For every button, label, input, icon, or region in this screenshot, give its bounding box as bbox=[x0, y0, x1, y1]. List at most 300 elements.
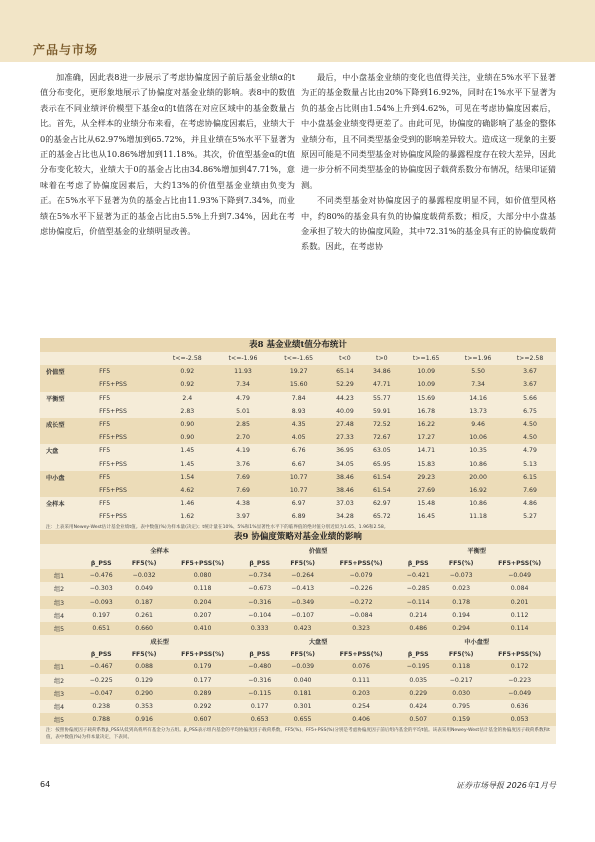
table8-header-cell: t<0 bbox=[339, 355, 351, 363]
table9-bottom-subheader-cell: FF5(%) bbox=[448, 650, 474, 658]
journal-name: 证券市场导报 2026年1月号 bbox=[456, 781, 556, 790]
table8-category-cell bbox=[40, 458, 85, 471]
table9-top-value-cell: 0.023 bbox=[452, 585, 471, 593]
table9-bottom-value-cell: 0.035 bbox=[409, 676, 428, 684]
table8-category-cell: 成长型 bbox=[40, 418, 85, 431]
table9-bottom-value-cell: 0.088 bbox=[122, 660, 166, 673]
table8-value-cell: 5.50 bbox=[452, 365, 504, 378]
table9-bottom-subheader-row bbox=[40, 648, 556, 660]
table9-bottom-value-cell: 0.424 bbox=[409, 702, 428, 710]
table9-top-group-spacer bbox=[40, 544, 80, 557]
table-row bbox=[40, 392, 556, 405]
table-row bbox=[40, 471, 556, 484]
body-text bbox=[40, 70, 556, 255]
table9-bottom-value-cell: −0.467 bbox=[80, 660, 122, 673]
table9-top-row-label: 组5 bbox=[40, 622, 80, 635]
table8-value-cell: 3.67 bbox=[504, 365, 556, 378]
table9-top-value-cell: 0.112 bbox=[510, 611, 529, 619]
table8-header-cell: t<=-1.96 bbox=[228, 355, 258, 363]
table9-top-value-cell: −0.107 bbox=[291, 611, 315, 619]
table8 bbox=[40, 338, 556, 535]
table8-header-row bbox=[40, 352, 556, 365]
table9-bottom-value-cell: 0.653 bbox=[239, 713, 281, 726]
table9-bottom-value-cell: 0.289 bbox=[166, 687, 239, 700]
table9-top-subheader-cell: β_PSS bbox=[249, 559, 271, 567]
table9-bottom-value-cell: −0.115 bbox=[239, 687, 281, 700]
table-row bbox=[40, 674, 556, 687]
table9-top-value-cell: −0.032 bbox=[122, 569, 166, 582]
table9-top-row-label: 组1 bbox=[40, 569, 80, 582]
table8-model-cell: FF5+PSS bbox=[99, 513, 127, 521]
table8-value-cell: 4.38 bbox=[236, 500, 250, 508]
table8-value-cell: 59.91 bbox=[372, 407, 391, 415]
table-row bbox=[40, 569, 556, 582]
table8-grid bbox=[40, 352, 556, 523]
table8-value-cell: 10.09 bbox=[400, 378, 452, 391]
table9-top-value-cell: 0.261 bbox=[135, 611, 153, 619]
table8-value-cell: 20.00 bbox=[452, 471, 504, 484]
table9-bottom-value-cell: 0.118 bbox=[439, 660, 483, 673]
table8-value-cell: 62.97 bbox=[372, 500, 391, 508]
table9-top-value-cell: 0.118 bbox=[193, 585, 212, 593]
table8-header-cell: t<=-1.65 bbox=[284, 355, 314, 363]
table9-bottom-value-cell: 0.177 bbox=[250, 702, 269, 710]
table8-value-cell: 6.89 bbox=[291, 513, 306, 521]
table9-top-subheader-cell: FF5+PSS(%) bbox=[339, 559, 383, 567]
table8-value-cell: 1.45 bbox=[180, 447, 195, 455]
table9-bottom-value-cell: 0.353 bbox=[135, 702, 153, 710]
table8-value-cell: 4.86 bbox=[523, 500, 537, 508]
table9-bottom-value-cell: 0.607 bbox=[166, 713, 239, 726]
table8-value-cell: 4.19 bbox=[236, 447, 250, 455]
table8-value-cell: 38.46 bbox=[327, 471, 364, 484]
table9-bottom-value-cell: −0.195 bbox=[397, 660, 439, 673]
table8-value-cell: 15.60 bbox=[271, 378, 327, 391]
table8-value-cell: 3.67 bbox=[504, 378, 556, 391]
table8-value-cell: 1.45 bbox=[180, 460, 195, 468]
table9-bottom-value-cell: −0.316 bbox=[248, 676, 272, 684]
table8-model-cell: FF5+PSS bbox=[99, 460, 127, 468]
table9-top-subheader-cell: FF5(%) bbox=[290, 559, 315, 567]
table8-value-cell: 7.69 bbox=[504, 484, 556, 497]
table8-value-cell: 19.27 bbox=[271, 365, 327, 378]
table9-bottom-subheader-spacer bbox=[40, 648, 80, 660]
table8-header-cell: t>=1.65 bbox=[412, 355, 440, 363]
table9-top-value-cell: −0.264 bbox=[281, 569, 325, 582]
table9-top-value-cell: 0.660 bbox=[122, 622, 166, 635]
table-row bbox=[40, 431, 556, 444]
table8-category-cell: 平衡型 bbox=[46, 395, 65, 403]
table9-bottom-subheader-cell: FF5+PSS(%) bbox=[181, 650, 225, 658]
table8-value-cell: 27.69 bbox=[400, 484, 452, 497]
table8-value-cell: 4.79 bbox=[523, 447, 537, 455]
table8-value-cell: 1.46 bbox=[180, 500, 195, 508]
table9-bottom-value-cell: −0.049 bbox=[483, 687, 556, 700]
table-row bbox=[40, 582, 556, 595]
table9-bottom-value-cell: 0.795 bbox=[452, 702, 471, 710]
right-column bbox=[301, 70, 556, 255]
table8-value-cell: 1.62 bbox=[180, 513, 195, 521]
section-title: 产品与市场 bbox=[33, 43, 99, 57]
table9-bottom-group-header: 成长型 bbox=[150, 639, 169, 647]
table9-top-value-cell: −0.073 bbox=[439, 569, 483, 582]
table9-bottom-group-row bbox=[40, 635, 556, 648]
table8-value-cell: 72.52 bbox=[363, 418, 400, 431]
table8-category-cell: 价值型 bbox=[40, 365, 85, 378]
table9-bottom-value-cell: 0.177 bbox=[193, 676, 212, 684]
table8-value-cell: 72.67 bbox=[363, 431, 400, 444]
table8-value-cell: 2.83 bbox=[180, 407, 195, 415]
table8-value-cell: 52.29 bbox=[327, 378, 364, 391]
table8-model-cell: FF5+PSS bbox=[85, 378, 159, 391]
table8-value-cell: 6.97 bbox=[291, 500, 306, 508]
table9-bottom-value-cell: −0.047 bbox=[80, 687, 122, 700]
table9-top-group-header: 平衡型 bbox=[467, 548, 486, 556]
table8-value-cell: 14.71 bbox=[417, 447, 436, 455]
table8-header-cell: t>0 bbox=[376, 355, 388, 363]
table9-bottom-row-label: 组5 bbox=[40, 713, 80, 726]
table8-value-cell: 0.92 bbox=[159, 365, 215, 378]
table9-top-value-cell: −0.349 bbox=[281, 596, 325, 609]
table8-value-cell: 4.62 bbox=[159, 484, 215, 497]
table8-value-cell: 15.48 bbox=[417, 500, 436, 508]
table9-top-subheader-cell: β_PSS bbox=[407, 559, 429, 567]
page-number: 64 bbox=[40, 780, 51, 789]
table9-top-value-cell: 0.207 bbox=[193, 611, 212, 619]
table8-value-cell: 6.76 bbox=[291, 447, 306, 455]
table8-value-cell: 5.13 bbox=[523, 460, 537, 468]
table9-top-subheader-cell: FF5(%) bbox=[131, 559, 157, 567]
table8-value-cell: 15.83 bbox=[417, 460, 436, 468]
table-row bbox=[40, 713, 556, 726]
table8-value-cell: 1.54 bbox=[159, 471, 215, 484]
table8-value-cell: 40.09 bbox=[336, 407, 354, 415]
table8-category-cell bbox=[40, 510, 85, 523]
table9-bottom-value-cell: 0.129 bbox=[135, 676, 153, 684]
table-row bbox=[40, 484, 556, 497]
table9-bottom-value-cell: 0.181 bbox=[281, 687, 325, 700]
table9-bottom-value-cell: 0.179 bbox=[166, 660, 239, 673]
table9-bottom-value-cell: 0.290 bbox=[122, 687, 166, 700]
table-row bbox=[40, 378, 556, 391]
table9-bottom-subheader-cell: FF5+PSS(%) bbox=[498, 650, 542, 658]
table8-value-cell: 6.67 bbox=[291, 460, 306, 468]
table-row bbox=[40, 418, 556, 431]
table9-top-value-cell: 0.486 bbox=[397, 622, 439, 635]
table8-header-cell: t<=-2.58 bbox=[172, 355, 202, 363]
table9-bottom-subheader-cell: β_PSS bbox=[249, 650, 271, 658]
table9-top-value-cell: −0.093 bbox=[80, 596, 122, 609]
table9-top-value-cell: −0.476 bbox=[80, 569, 122, 582]
table9-bottom-row-label: 组2 bbox=[54, 677, 65, 685]
table8-value-cell: 4.05 bbox=[271, 431, 327, 444]
table9-bottom-value-cell: 0.406 bbox=[325, 713, 398, 726]
table9-top-value-cell: −0.421 bbox=[397, 569, 439, 582]
table8-value-cell: 34.28 bbox=[336, 513, 354, 521]
table-row bbox=[40, 365, 556, 378]
table9-top-subheader-cell: FF5(%) bbox=[448, 559, 474, 567]
table9 bbox=[40, 530, 556, 744]
footer bbox=[40, 780, 556, 792]
table9-bottom-value-cell: 0.238 bbox=[92, 702, 111, 710]
table9-grid bbox=[40, 544, 556, 726]
table8-value-cell: 37.03 bbox=[336, 500, 354, 508]
table9-bottom-value-cell: 0.040 bbox=[293, 676, 312, 684]
table9-top-value-cell: 0.114 bbox=[483, 622, 556, 635]
table8-value-cell: 65.72 bbox=[372, 513, 391, 521]
table9-bottom-row-label: 组3 bbox=[40, 687, 80, 700]
table8-value-cell: 14.16 bbox=[469, 394, 487, 402]
table9-top-value-cell: 0.197 bbox=[92, 611, 111, 619]
table-row bbox=[40, 405, 556, 418]
table9-bottom-value-cell: 0.655 bbox=[281, 713, 325, 726]
table8-category-cell: 大盘 bbox=[46, 448, 59, 456]
table9-top-value-cell: 0.187 bbox=[122, 596, 166, 609]
table9-top-value-cell: 0.084 bbox=[510, 585, 529, 593]
table8-category-cell: 全样本 bbox=[46, 501, 65, 509]
table8-value-cell: 34.05 bbox=[336, 460, 354, 468]
table9-top-value-cell: −0.114 bbox=[397, 596, 439, 609]
table8-value-cell: 7.69 bbox=[215, 471, 271, 484]
table9-bottom-value-cell: −0.480 bbox=[239, 660, 281, 673]
table8-value-cell: 11.93 bbox=[215, 365, 271, 378]
table8-value-cell: 27.33 bbox=[327, 431, 364, 444]
table8-value-cell: 2.85 bbox=[215, 418, 271, 431]
table8-value-cell: 17.27 bbox=[400, 431, 452, 444]
table9-bottom-value-cell: 0.203 bbox=[325, 687, 398, 700]
table9-bottom-subheader-cell: FF5+PSS(%) bbox=[339, 650, 383, 658]
table9-bottom-group-header: 中小盘型 bbox=[464, 639, 490, 647]
table9-bottom-value-cell: −0.217 bbox=[449, 676, 473, 684]
table8-header-cell: t>=1.96 bbox=[464, 355, 492, 363]
table9-top-value-cell: 0.204 bbox=[166, 596, 239, 609]
table9-top-value-cell: 0.194 bbox=[452, 611, 471, 619]
table8-value-cell: 11.18 bbox=[469, 513, 487, 521]
table9-top-value-cell: 0.178 bbox=[439, 596, 483, 609]
table8-title: 表8 基金业绩t值分布统计 bbox=[40, 338, 556, 352]
table8-model-cell: FF5 bbox=[99, 394, 111, 402]
table9-note: 注：按照协偏度因子载荷系数β_PSS从低到高将所有基金分为五组。β_PSS表示组内基金的平均协偏度因子载荷系数，FF5(%)、FF5+PSS(%)分别是考虑协偏度因子前后组内基金的平均t值。该表采用Newey-West估计基金的协偏度因子载荷系数和t值，表中数值(%)为样本量决定，下表同。 bbox=[40, 726, 556, 744]
table9-top-subheader-cell: β_PSS bbox=[90, 559, 112, 567]
table8-header-cell bbox=[85, 352, 159, 365]
table9-bottom-row-label: 组1 bbox=[40, 660, 80, 673]
table8-value-cell: 4.35 bbox=[271, 418, 327, 431]
table8-model-cell: FF5 bbox=[99, 500, 111, 508]
table9-top-value-cell: −0.285 bbox=[406, 585, 430, 593]
table8-value-cell: 2.70 bbox=[215, 431, 271, 444]
table8-value-cell: 63.05 bbox=[372, 447, 391, 455]
table8-model-cell: FF5 bbox=[99, 447, 111, 455]
table-row bbox=[40, 622, 556, 635]
table8-value-cell: 55.77 bbox=[372, 394, 391, 402]
table8-category-cell bbox=[40, 484, 85, 497]
table8-value-cell: 16.45 bbox=[417, 513, 436, 521]
table9-top-value-cell: 0.049 bbox=[135, 585, 153, 593]
table8-value-cell: 10.86 bbox=[469, 460, 487, 468]
table8-value-cell: 10.77 bbox=[271, 484, 327, 497]
paragraph: 加准确，因此表8进一步展示了考虑协偏度因子前后基金业绩α的t值分布变化，更形象地展示了协偏度对基金业绩的影响。表8中的数值表示在不同业绩评价模型下基金α的t值落在对应区域中的基金数量占比。首先，从全样本的业绩分布来看，在考虑协偏度因素后，业绩大于0的基金占比从62.97%增加到65.72%，并且业绩在5%水平下显著为正的基金占比也从10.86%增加到11.18%。其次，价值型基金α的t值分布变化较大，业绩大于0的基金占比由34.86%增加到47.71%，意味着在考虑了协偏度因素后，大约13%的价值型基金业绩由负变为正。在5%水平下显著为负的基金占比由11.93%下降到7.34%，而业绩在5%水平下显著为正的基金占比由5.5%上升到7.34%，因此在考虑协偏度后，价值型基金的业绩明显改善。 bbox=[40, 72, 295, 237]
table9-top-value-cell: −0.413 bbox=[291, 585, 315, 593]
table8-value-cell: 65.14 bbox=[327, 365, 364, 378]
table-row bbox=[40, 700, 556, 713]
table9-top-group-header: 全样本 bbox=[150, 548, 169, 556]
table8-value-cell: 10.06 bbox=[452, 431, 504, 444]
table9-top-row-label: 组3 bbox=[40, 596, 80, 609]
table9-top-value-cell: 0.214 bbox=[409, 611, 428, 619]
table8-value-cell: 0.92 bbox=[159, 378, 215, 391]
table8-value-cell: 38.46 bbox=[327, 484, 364, 497]
table8-value-cell: 6.15 bbox=[504, 471, 556, 484]
table8-value-cell: 16.22 bbox=[400, 418, 452, 431]
paragraph: 最后，中小盘基金业绩的变化也值得关注，业绩在5%水平下显著为正的基金数量占比由20%下降到16.92%，同时在1%水平下显著为负的基金占比则由1.54%上升到4.62%，可见在考虑协偏度因素后，中小盘基金业绩变得更差了。由此可见，协偏度的确影响了基金的整体业绩分布，且不同类型基金受到的影响差异较大。造成这一现象的主要原因可能是不同类型基金对协偏度风险的暴露程度存在较大差异，因此进一步分析不同类型基金的协偏度因子载荷系数分布情况，结果印证猜测。 bbox=[301, 72, 556, 190]
table8-value-cell: 10.09 bbox=[400, 365, 452, 378]
table8-model-cell: FF5 bbox=[85, 365, 159, 378]
table9-bottom-value-cell: 0.030 bbox=[439, 687, 483, 700]
table8-value-cell: 0.90 bbox=[159, 418, 215, 431]
table9-bottom-value-cell: 0.301 bbox=[293, 702, 312, 710]
table9-top-subheader-cell: FF5+PSS(%) bbox=[498, 559, 542, 567]
table8-value-cell: 7.84 bbox=[291, 394, 306, 402]
table8-model-cell: FF5 bbox=[85, 418, 159, 431]
table9-top-row-label: 组4 bbox=[54, 612, 65, 620]
table-row bbox=[40, 444, 556, 457]
table8-value-cell: 36.95 bbox=[336, 447, 354, 455]
table9-bottom-value-cell: 0.076 bbox=[325, 660, 398, 673]
paragraph: 不同类型基金对协偏度因子的暴露程度明显不同，如价值型风格中，约80%的基金具有负的协偏度载荷系数；相反，大部分中小盘基金承担了较大的协偏度风险，其中72.31%的基金具有正的协偏度载荷系数。因此，在考虑协 bbox=[301, 195, 556, 252]
table8-value-cell: 44.23 bbox=[336, 394, 354, 402]
table9-bottom-subheader-cell: β_PSS bbox=[90, 650, 112, 658]
table-row bbox=[40, 687, 556, 700]
table8-value-cell: 5.27 bbox=[523, 513, 537, 521]
table9-top-value-cell: −0.084 bbox=[349, 611, 373, 619]
table9-top-value-cell: −0.049 bbox=[483, 569, 556, 582]
table9-top-subheader-cell: FF5+PSS(%) bbox=[181, 559, 225, 567]
table8-category-cell: 中小盘 bbox=[40, 471, 85, 484]
table8-value-cell: 3.76 bbox=[236, 460, 250, 468]
table-row bbox=[40, 660, 556, 673]
table8-model-cell: FF5+PSS bbox=[85, 431, 159, 444]
table8-value-cell: 10.86 bbox=[469, 500, 487, 508]
table9-top-group-header: 价值型 bbox=[308, 548, 328, 556]
table8-value-cell: 7.34 bbox=[215, 378, 271, 391]
table9-bottom-value-cell: −0.225 bbox=[89, 676, 113, 684]
table8-value-cell: 61.54 bbox=[363, 484, 400, 497]
table9-bottom-group-header: 大盘型 bbox=[308, 639, 328, 647]
table9-bottom-subheader-cell: β_PSS bbox=[407, 650, 429, 658]
table9-bottom-subheader-cell: FF5(%) bbox=[131, 650, 157, 658]
table8-note: 注：上表采用Newey-West估计基金业绩t值。表中数值(%)为样本量(决定)；t统计量在10%、5%和1%显著性水平下的临界值的绝对值分别近似为1.65、1.96和2.58。 bbox=[40, 523, 556, 534]
table8-value-cell: 27.48 bbox=[327, 418, 364, 431]
table8-value-cell: 65.95 bbox=[372, 460, 391, 468]
table8-model-cell: FF5 bbox=[85, 471, 159, 484]
table9-top-value-cell: 0.651 bbox=[80, 622, 122, 635]
table8-value-cell: 5.66 bbox=[523, 394, 537, 402]
table9-top-value-cell: −0.673 bbox=[248, 585, 272, 593]
table8-value-cell: 9.46 bbox=[452, 418, 504, 431]
table9-bottom-value-cell: 0.916 bbox=[122, 713, 166, 726]
table9-top-value-cell: −0.734 bbox=[239, 569, 281, 582]
table9-top-value-cell: 0.323 bbox=[325, 622, 398, 635]
table9-bottom-value-cell: −0.223 bbox=[508, 676, 532, 684]
table-row bbox=[40, 497, 556, 510]
table9-top-value-cell: 0.410 bbox=[166, 622, 239, 635]
table8-value-cell: 7.34 bbox=[452, 378, 504, 391]
table8-value-cell: 2.4 bbox=[182, 394, 193, 402]
table9-top-value-cell: −0.272 bbox=[325, 596, 398, 609]
table9-top-value-cell: −0.079 bbox=[325, 569, 398, 582]
table9-bottom-row-label: 组4 bbox=[54, 703, 65, 711]
table8-value-cell: 10.35 bbox=[469, 447, 487, 455]
table8-value-cell: 6.75 bbox=[523, 407, 537, 415]
table8-model-cell: FF5+PSS bbox=[99, 407, 127, 415]
table8-header-cell: t>=2.58 bbox=[516, 355, 544, 363]
left-column bbox=[40, 70, 295, 255]
table-row bbox=[40, 458, 556, 471]
table8-value-cell: 16.78 bbox=[417, 407, 436, 415]
table9-top-value-cell: 0.423 bbox=[281, 622, 325, 635]
table9-bottom-value-cell: 0.507 bbox=[397, 713, 439, 726]
table8-value-cell: 16.92 bbox=[452, 484, 504, 497]
table9-bottom-value-cell: −0.039 bbox=[281, 660, 325, 673]
table9-bottom-value-cell: 0.053 bbox=[483, 713, 556, 726]
table9-top-value-cell: 0.333 bbox=[239, 622, 281, 635]
table8-value-cell: 0.90 bbox=[159, 431, 215, 444]
table9-top-value-cell: −0.316 bbox=[239, 596, 281, 609]
table8-category-cell bbox=[40, 431, 85, 444]
table9-top-value-cell: 0.294 bbox=[439, 622, 483, 635]
table8-value-cell: 8.93 bbox=[291, 407, 306, 415]
table-row bbox=[40, 510, 556, 523]
table9-bottom-value-cell: 0.159 bbox=[439, 713, 483, 726]
table-row bbox=[40, 609, 556, 622]
table8-value-cell: 47.71 bbox=[363, 378, 400, 391]
table8-value-cell: 4.50 bbox=[504, 418, 556, 431]
table9-title: 表9 协偏度策略对基金业绩的影响 bbox=[40, 530, 556, 544]
table8-model-cell: FF5+PSS bbox=[85, 484, 159, 497]
table9-bottom-subheader-cell: FF5(%) bbox=[290, 650, 315, 658]
table8-category-cell bbox=[40, 405, 85, 418]
table8-value-cell: 34.86 bbox=[363, 365, 400, 378]
table8-value-cell: 10.77 bbox=[271, 471, 327, 484]
table9-bottom-value-cell: 0.172 bbox=[483, 660, 556, 673]
table-row bbox=[40, 596, 556, 609]
table9-bottom-group-spacer bbox=[40, 635, 80, 648]
table8-value-cell: 3.97 bbox=[236, 513, 250, 521]
table9-top-value-cell: −0.104 bbox=[248, 611, 272, 619]
table9-bottom-value-cell: 0.229 bbox=[397, 687, 439, 700]
table8-category-cell bbox=[40, 378, 85, 391]
table9-bottom-value-cell: 0.788 bbox=[80, 713, 122, 726]
table9-top-subheader-spacer bbox=[40, 557, 80, 569]
table8-value-cell: 4.50 bbox=[504, 431, 556, 444]
table8-header-cell bbox=[40, 352, 85, 365]
table9-top-value-cell: 0.080 bbox=[166, 569, 239, 582]
table9-top-subheader-row bbox=[40, 557, 556, 569]
table8-value-cell: 61.54 bbox=[363, 471, 400, 484]
table8-value-cell: 4.79 bbox=[236, 394, 250, 402]
table9-top-value-cell: 0.201 bbox=[483, 596, 556, 609]
table9-top-group-row bbox=[40, 544, 556, 557]
table9-top-row-label: 组2 bbox=[54, 586, 65, 594]
table8-value-cell: 13.73 bbox=[469, 407, 487, 415]
table9-bottom-value-cell: 0.254 bbox=[352, 702, 370, 710]
table9-top-value-cell: −0.226 bbox=[349, 585, 373, 593]
table9-bottom-value-cell: 0.292 bbox=[193, 702, 212, 710]
table9-bottom-value-cell: 0.111 bbox=[352, 676, 370, 684]
table9-bottom-value-cell: 0.636 bbox=[510, 702, 529, 710]
table8-value-cell: 15.69 bbox=[417, 394, 436, 402]
table8-value-cell: 7.69 bbox=[215, 484, 271, 497]
